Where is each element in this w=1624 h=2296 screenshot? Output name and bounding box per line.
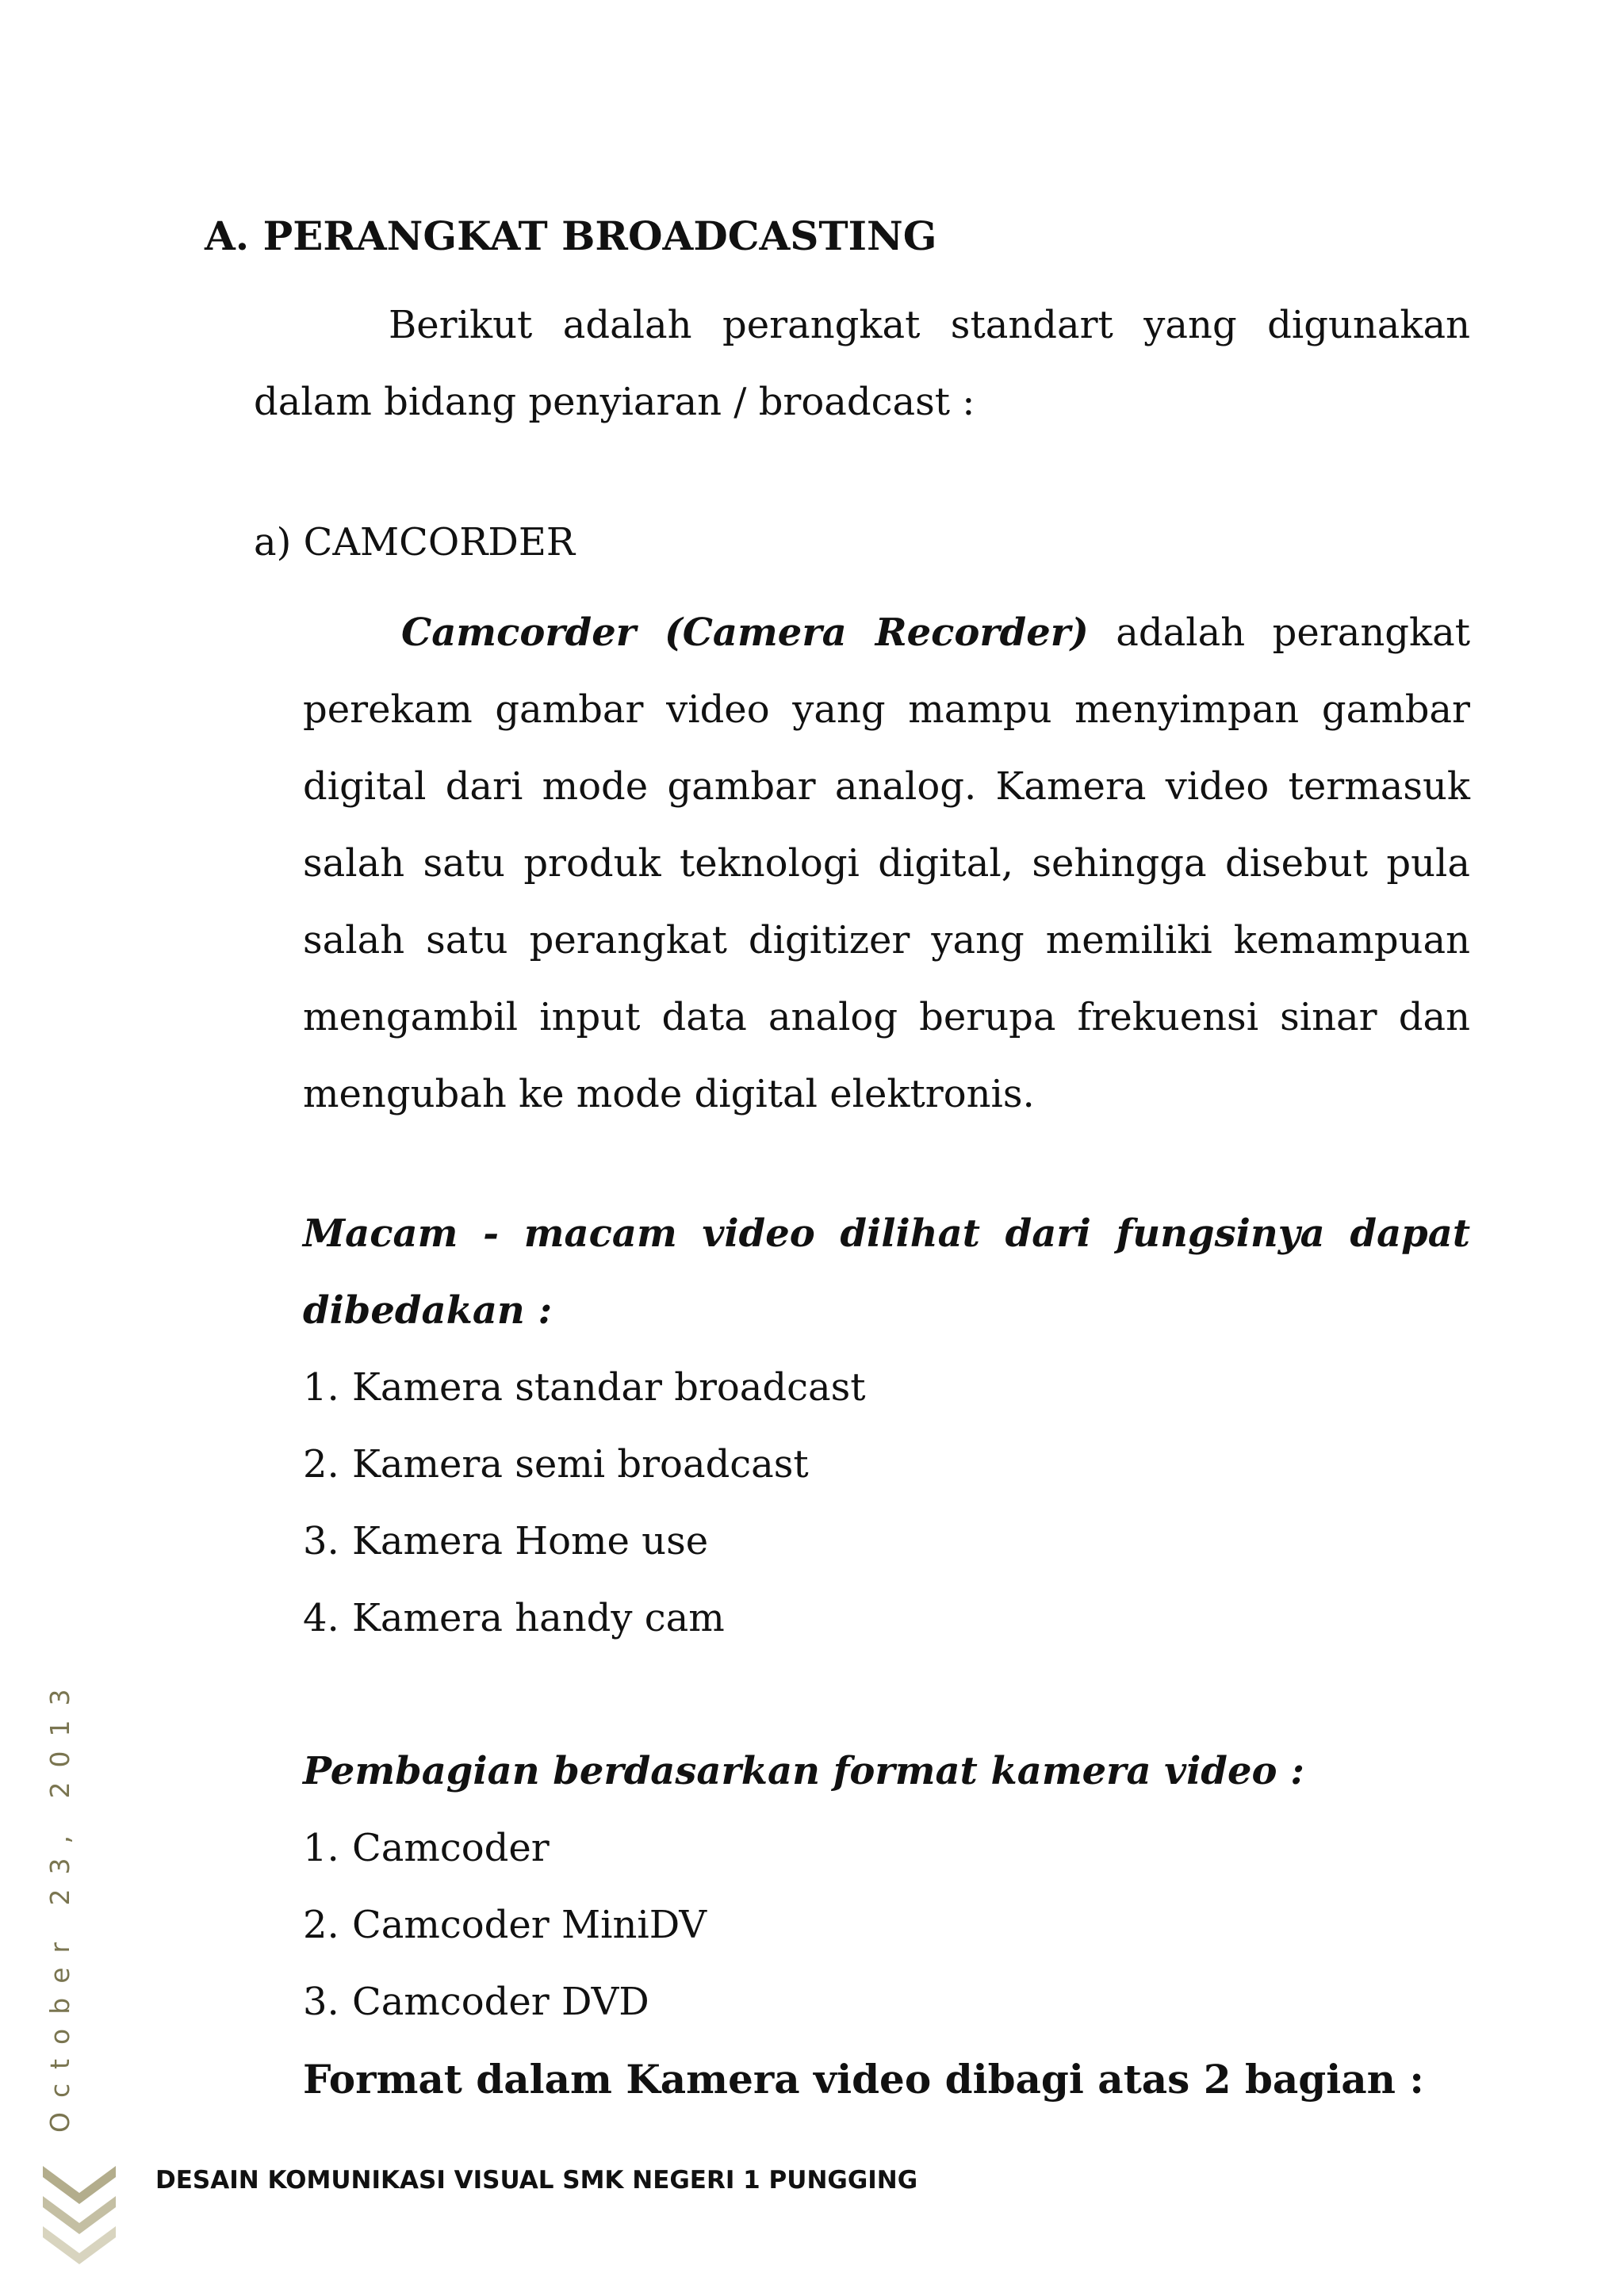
camcorder-description [303,595,1470,1133]
camcorder-heading: a) CAMCORDER [254,520,576,564]
camcorder-description-text: adalah perangkat perekam gambar video yang mampu menyimpan gambar digital dari mode gambar analog. Kamera video termasuk salah satu produk teknologi digital, sehingga disebut pula salah satu perangkat digitizer yang memiliki kemampuan mengambil input data analog berupa frekuensi sinar dan mengubah ke mode digital elektronis. [303,610,1471,1116]
list-item: 2. Kamera semi broadcast [303,1442,809,1487]
types-title: Macam - macam video dilihat dari fungsinya dapat dibedakan : [303,1211,1470,1333]
intro-text: Berikut adalah perangkat standart yang digunakan dalam bidang penyiaran / broadcast : [254,303,1470,424]
section-heading: A. PERANGKAT BROADCASTING [205,212,937,259]
list-item: 3. Kamera Home use [303,1519,709,1563]
formats-list [303,1810,707,2041]
types-list [303,1349,866,1657]
format-split-title: Format dalam Kamera video dibagi atas 2 bagian : [303,2056,1424,2103]
intro-paragraph [254,287,1470,441]
formats-title: Pembagian berdasarkan format kamera video : [303,1749,1304,1793]
side-date: October 23, 2013 [44,1674,75,2133]
list-item: 1. Kamera standar broadcast [303,1365,866,1410]
list-item: 2. Camcoder MiniDV [303,1903,707,1947]
footer-text: DESAIN KOMUNIKASI VISUAL SMK NEGERI 1 PUNGGING [155,2166,918,2195]
list-item: 4. Kamera handy cam [303,1596,725,1640]
list-item: 1. Camcoder [303,1826,550,1870]
camcorder-term: Camcorder (Camera Recorder) [401,610,1089,655]
list-item: 3. Camcoder DVD [303,1980,649,2024]
chevron-down-icon [43,2166,116,2277]
